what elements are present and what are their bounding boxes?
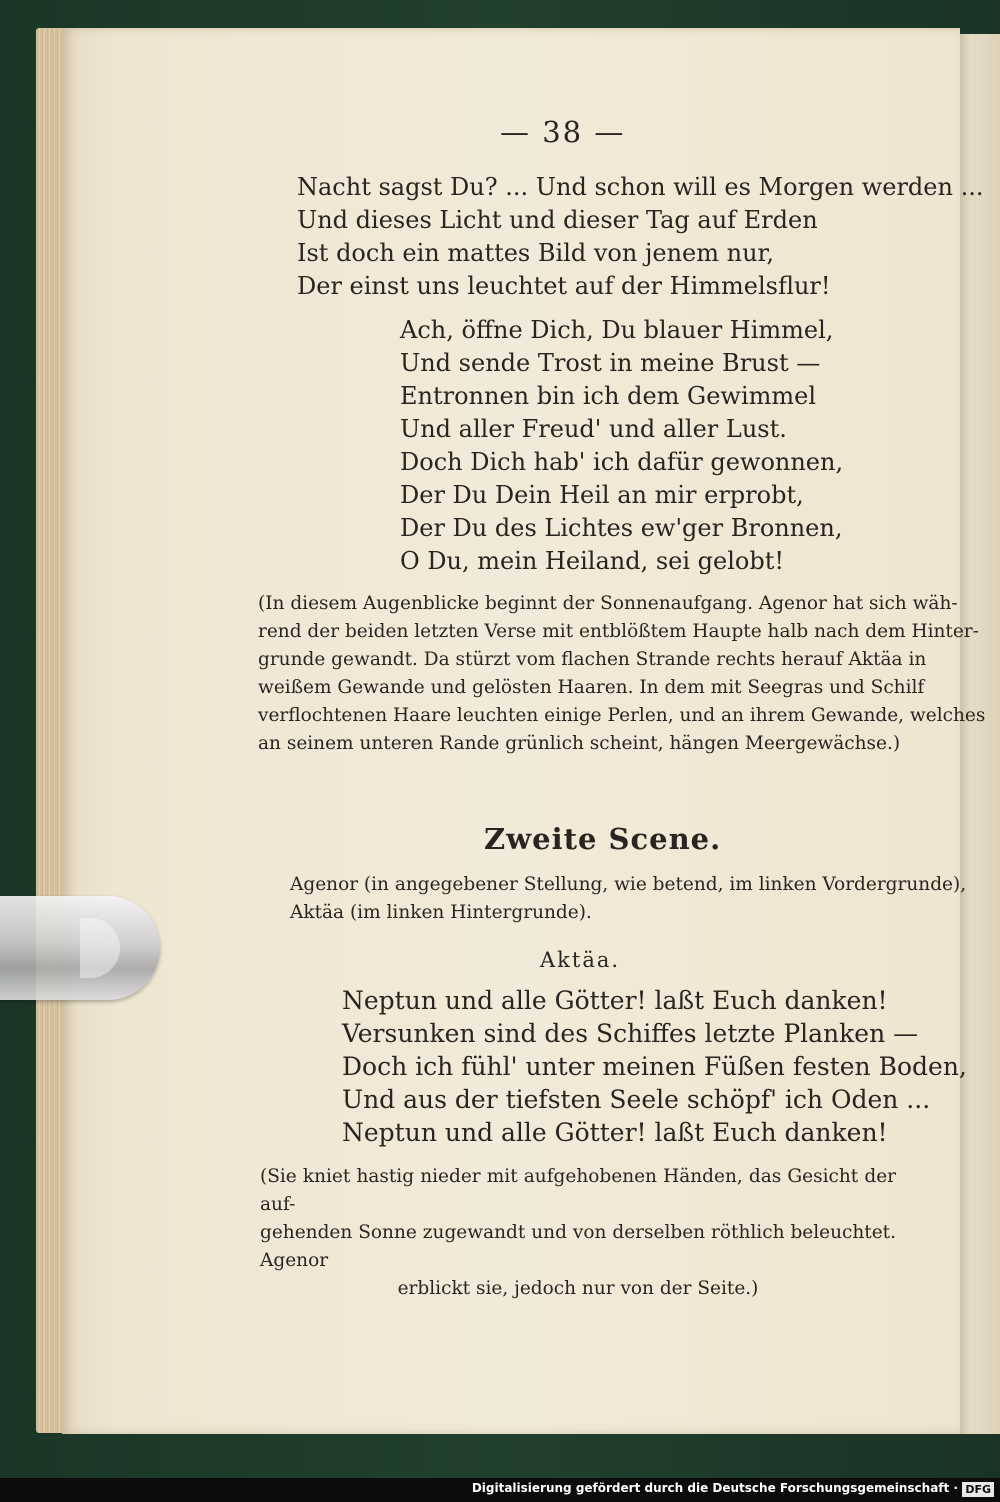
- stage-line: rend der beiden letzten Verse mit entblößtem Haupte halb nach dem Hinter-: [258, 621, 979, 642]
- stage-line: verflochtenen Haare leuchten einige Perlen, und an ihrem Gewande, welches: [258, 705, 986, 726]
- verse-line: Und sende Trost in meine Brust —: [400, 349, 821, 377]
- verse-line: Der einst uns leuchtet auf der Himmelsflur!: [297, 272, 831, 300]
- page-clamp: [0, 896, 160, 1000]
- verse-line: Der Du Dein Heil an mir erprobt,: [400, 481, 804, 509]
- stage-line: erblickt sie, jedoch nur von der Seite.): [397, 1278, 759, 1299]
- stage-line: (In diesem Augenblicke beginnt der Sonnenaufgang. Agenor hat sich wäh-: [258, 593, 958, 614]
- verse-line: O Du, mein Heiland, sei gelobt!: [400, 547, 785, 575]
- stage-line: an seinem unteren Rande grünlich scheint, hängen Meergewächse.): [258, 733, 901, 754]
- page-number: — 38 —: [500, 115, 626, 149]
- verse-line: Neptun und alle Götter! laßt Euch danken!: [342, 1118, 888, 1147]
- verse-stanza-1: [297, 171, 983, 303]
- verse-line: Und dieses Licht und dieser Tag auf Erden: [297, 206, 818, 234]
- funding-notice: Digitalisierung gefördert durch die Deutsche Forschungsgemeinschaft ·: [471, 1481, 958, 1495]
- stage-line: gehenden Sonne zugewandt und von derselben röthlich beleuchtet. Agenor: [260, 1222, 896, 1271]
- stage-line: Agenor (in angegebener Stellung, wie betend, im linken Vordergrunde),: [290, 874, 967, 895]
- stage-line: (Sie kniet hastig nieder mit aufgehobenen Händen, das Gesicht der auf-: [260, 1166, 896, 1215]
- stage-direction-2: [290, 871, 966, 927]
- stage-line: grunde gewandt. Da stürzt vom flachen Strande rechts herauf Aktäa in: [258, 649, 927, 670]
- scene-heading: Zweite Scene.: [484, 822, 722, 856]
- verse-stanza-3: [342, 984, 967, 1149]
- verse-line: Ach, öffne Dich, Du blauer Himmel,: [400, 316, 834, 344]
- verse-line: Und aus der tiefsten Seele schöpf' ich Oden ...: [342, 1085, 931, 1114]
- dfg-logo-icon: DFG: [962, 1482, 994, 1497]
- verse-line: Doch Dich hab' ich dafür gewonnen,: [400, 448, 844, 476]
- stage-direction-3: [260, 1163, 896, 1303]
- verse-line: Entronnen bin ich dem Gewimmel: [400, 382, 817, 410]
- verse-line: Versunken sind des Schiffes letzte Planken —: [342, 1019, 919, 1048]
- verse-line: Ist doch ein mattes Bild von jenem nur,: [297, 239, 775, 267]
- verse-line: Neptun und alle Götter! laßt Euch danken!: [342, 986, 888, 1015]
- stage-direction-1: [258, 590, 985, 758]
- verse-stanza-2: [400, 314, 843, 578]
- page-clamp-highlight: [80, 918, 120, 978]
- stage-line: weißem Gewande und gelösten Haaren. In dem mit Seegras und Schilf: [258, 677, 925, 698]
- speaker-name: Aktäa.: [540, 948, 621, 972]
- verse-line: Der Du des Lichtes ew'ger Bronnen,: [400, 514, 843, 542]
- stage-line: Aktäa (im linken Hintergrunde).: [290, 902, 592, 923]
- verse-line: Nacht sagst Du? ... Und schon will es Morgen werden ...: [297, 173, 984, 201]
- verse-line: Doch ich fühl' unter meinen Füßen festen Boden,: [342, 1052, 967, 1081]
- footer-bar: [0, 1478, 1000, 1502]
- verse-line: Und aller Freud' und aller Lust.: [400, 415, 787, 443]
